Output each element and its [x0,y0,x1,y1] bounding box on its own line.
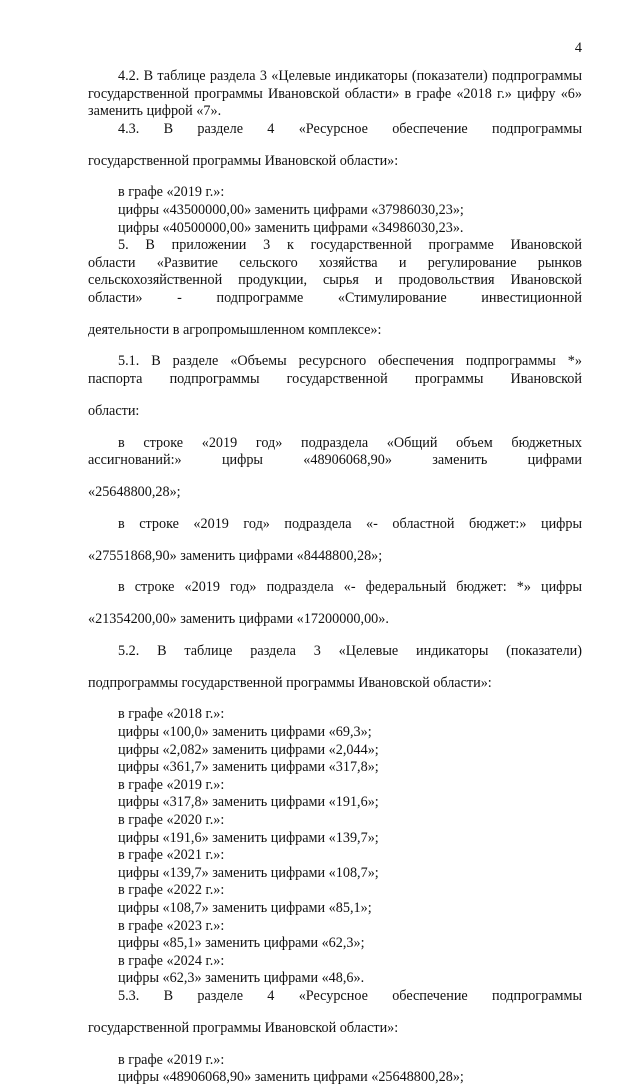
list-line: цифры «361,7» заменить цифрами «317,8»; [118,759,379,776]
paragraph-line: 5.1. В разделе «Объемы ресурсного обеспечения подпрограммы *» [118,353,582,370]
list-line: цифры «108,7» заменить цифрами «85,1»; [118,900,372,916]
paragraph-line: области: [88,402,140,419]
paragraph-line: «21354200,00» заменить цифрами «17200000,00». [88,611,389,628]
list-line: в графе «2019 г.»: [118,776,225,793]
list-line: цифры «48906068,90» заменить цифрами «25648800,28»; [118,1069,464,1086]
paragraph-line: паспорта подпрограммы государственной программы Ивановской [88,371,582,388]
list-line: цифры «317,8» заменить цифрами «191,6»; [118,794,379,811]
paragraph-line: «25648800,28»; [88,484,181,500]
paragraph-line: «27551868,90» заменить цифрами «8448800,28»; [88,547,383,564]
list-line: цифры «40500000,00» заменить цифрами «34986030,23». [118,219,464,236]
paragraph-line: в строке «2019 год» подраздела «Общий объем бюджетных [118,434,582,451]
document-body [88,68,582,1087]
list-line: в графе «2021 г.»: [118,847,225,864]
paragraph-line: государственной программы Ивановской области»: [88,1019,399,1036]
list-line: цифры «62,3» заменить цифрами «48,6». [118,970,365,987]
paragraph-line: сельскохозяйственной продукции, сырья и продовольствия Ивановской [88,272,582,289]
list-line: в графе «2019 г.»: [118,1051,225,1068]
list-line: в графе «2024 г.»: [118,952,225,969]
paragraph-line: 4.2. В таблице раздела 3 «Целевые индикаторы (показатели) подпрограммы государственной программы Ивановской области» в графе «2018 г.» цифру «6» заменить цифрой «7». [88,68,582,120]
paragraph-line: ассигнований:» цифры «48906068,90» заменить цифрами [88,452,582,469]
list-line: цифры «43500000,00» заменить цифрами «37986030,23»; [118,201,464,218]
list-line: цифры «85,1» заменить цифрами «62,3»; [118,935,365,952]
paragraph-line: в строке «2019 год» подраздела «- областной бюджет:» цифры [118,515,582,532]
list-line: цифры «100,0» заменить цифрами «69,3»; [118,724,372,741]
paragraph-line: подпрограммы государственной программы Ивановской области»: [88,674,492,691]
paragraph-line: области «Развитие сельского хозяйства и регулирование рынков [88,254,582,271]
list-line: в графе «2022 г.»: [118,882,225,899]
paragraph-line: 5.3. В разделе 4 «Ресурсное обеспечение подпрограммы [118,987,582,1004]
list-line: в графе «2023 г.»: [118,917,225,934]
paragraph-line: деятельности в агропромышленном комплексе»: [88,321,382,338]
list-line: в графе «2019 г.»: [118,184,225,201]
paragraph-line: 5. В приложении 3 к государственной программе Ивановской [118,237,582,254]
paragraph-line: в строке «2019 год» подраздела «- федеральный бюджет: *» цифры [118,579,582,596]
page-number: 4 [574,40,582,56]
list-line: цифры «139,7» заменить цифрами «108,7»; [118,864,379,881]
paragraph-line: области» - подпрограмме «Стимулирование инвестиционной [88,289,582,306]
paragraph-line: 5.2. В таблице раздела 3 «Целевые индикаторы (показатели) [118,642,582,659]
list-line: в графе «2018 г.»: [118,706,225,723]
list-line: цифры «2,082» заменить цифрами «2,044»; [118,741,379,758]
list-line: цифры «191,6» заменить цифрами «139,7»; [118,829,379,846]
paragraph-line: 4.3. В разделе 4 «Ресурсное обеспечение подпрограммы [118,120,582,137]
paragraph-line: государственной программы Ивановской области»: [88,152,399,169]
list-line: в графе «2020 г.»: [118,812,225,829]
